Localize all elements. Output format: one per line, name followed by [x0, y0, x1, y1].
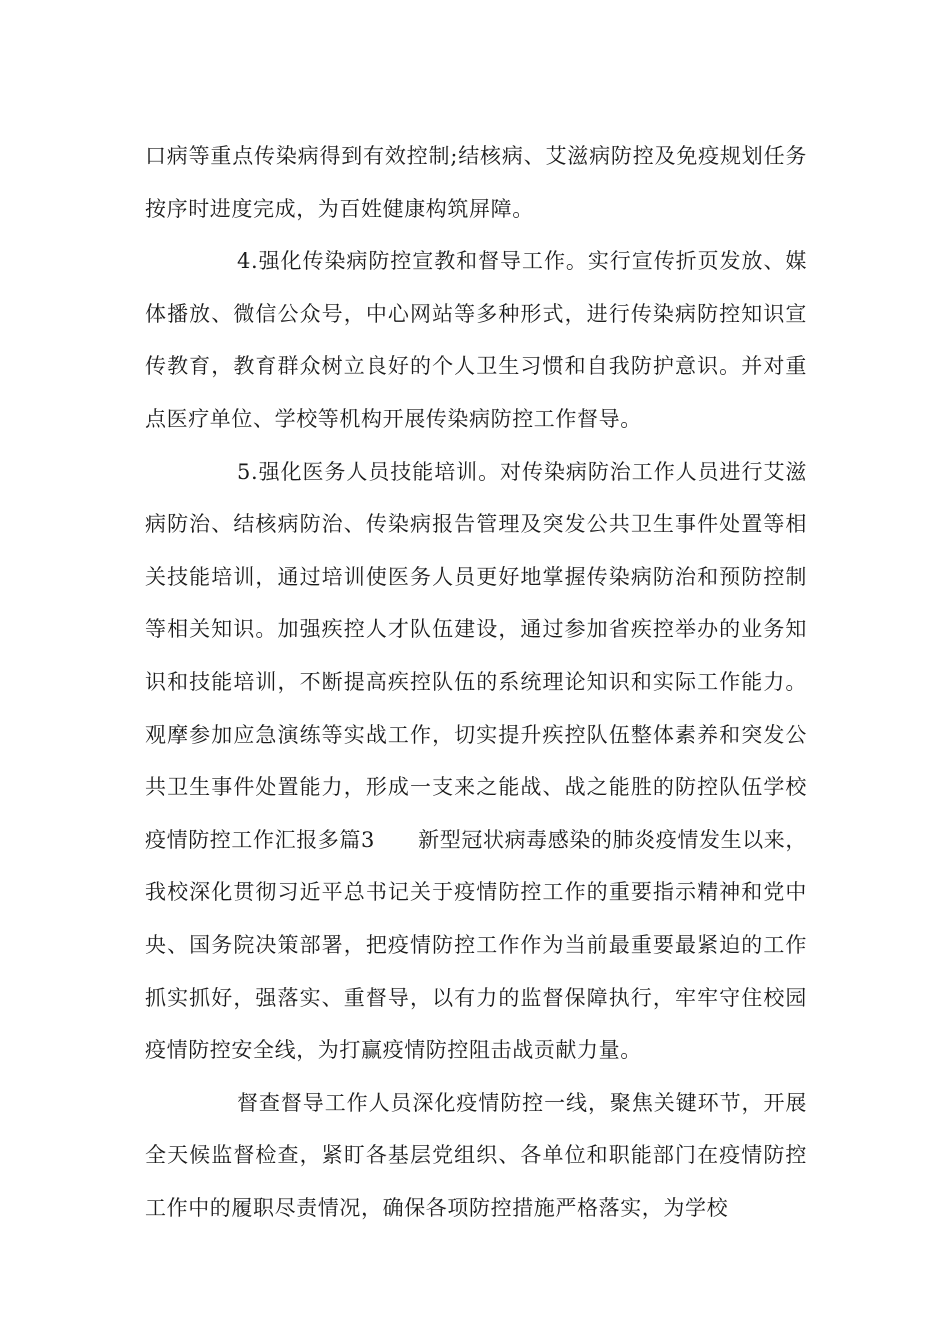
- paragraph-supervision: 督查督导工作人员深化疫情防控一线，聚焦关键环节，开展全天候监督检查，紧盯各基层党组织、各单位和职能部门在疫情防控工作中的履职尽责情况，确保各项防控措施严格落实，为学校: [145, 1090, 807, 1220]
- paragraph-continuation: 口病等重点传染病得到有效控制;结核病、艾滋病防控及免疫规划任务按序时进度完成，为百姓健康构筑屏障。: [145, 144, 807, 221]
- body-text: [145, 130, 807, 1234]
- paragraph-item-4: 4.强化传染病防控宣教和督导工作。实行宣传折页发放、媒体播放、微信公众号，中心网站等多种形式，进行传染病防控知识宣传教育，教育群众树立良好的个人卫生习惯和自我防护意识。并对重点医疗单位、学校等机构开展传染病防控工作督导。: [145, 249, 807, 431]
- paragraph-item-5: 5.强化医务人员技能培训。对传染病防治工作人员进行艾滋病防治、结核病防治、传染病报告管理及突发公共卫生事件处置等相关技能培训，通过培训使医务人员更好地掌握传染病防治和预防控制等相关知识。加强疾控人才队伍建设，通过参加省疾控举办的业务知识和技能培训，不断提高疾控队伍的系统理论知识和实际工作能力。观摩参加应急演练等实战工作，切实提升疾控队伍整体素养和突发公共卫生事件处置能力，形成一支来之能战、战之能胜的防控队伍学校疫情防控工作汇报多篇3 新型冠状病毒感染的肺炎疫情发生以来，我校深化贯彻习近平总书记关于疫情防控工作的重要指示精神和党中央、国务院决策部署，把疫情防控工作作为当前最重要最紧迫的工作抓实抓好，强落实、重督导，以有力的监督保障执行，牢牢守住校园疫情防控安全线，为打赢疫情防控阻击战贡献力量。: [145, 459, 807, 1063]
